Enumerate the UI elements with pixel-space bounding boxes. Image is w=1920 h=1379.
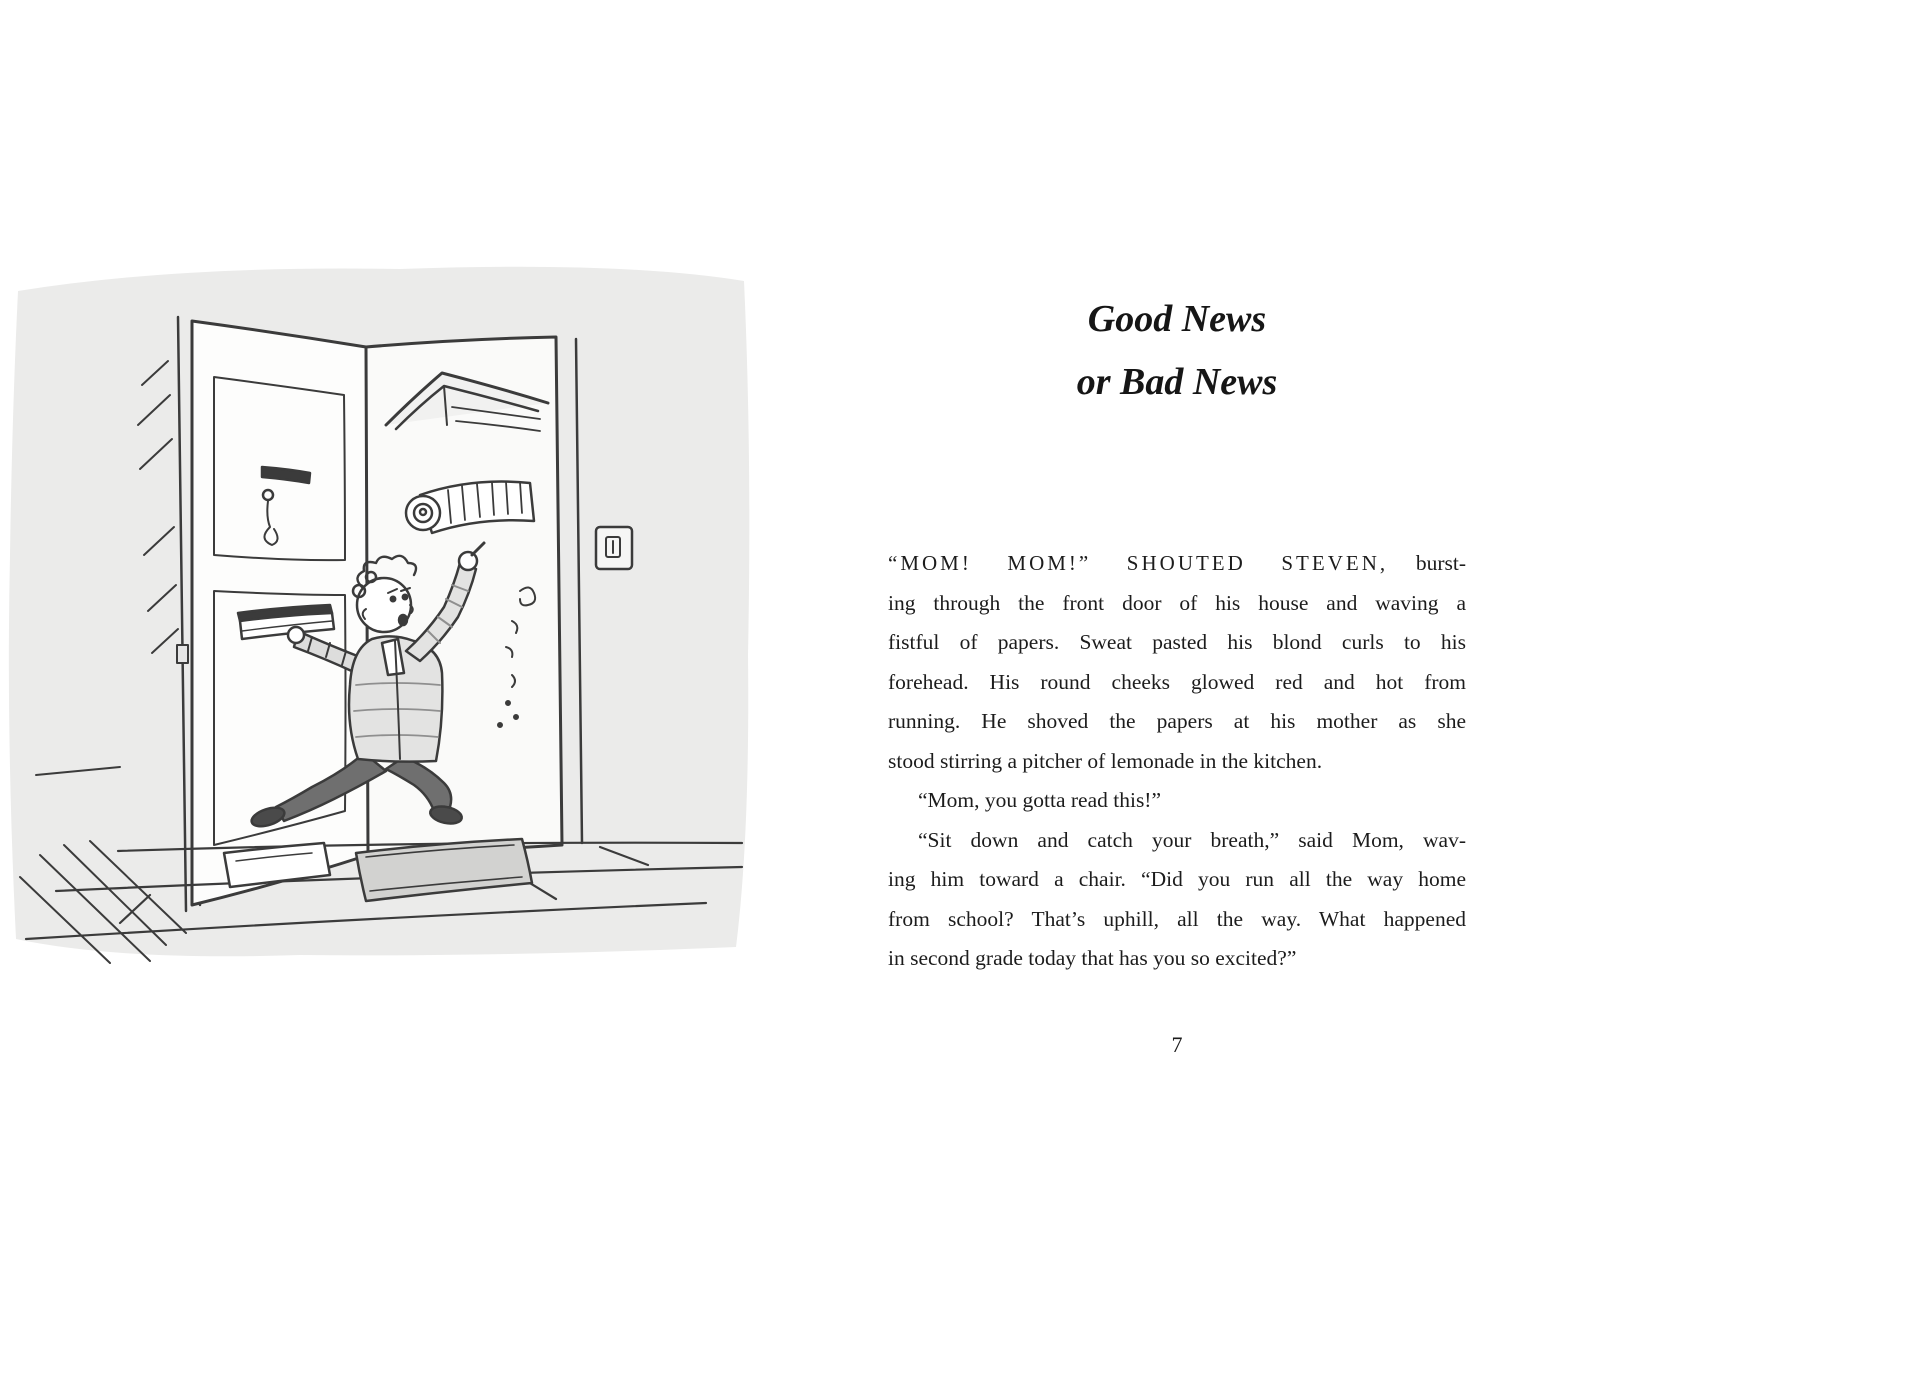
body-text: [888, 544, 1466, 979]
door-latch: [177, 645, 188, 663]
body-text-line: ing him toward a chair. “Did you run all the way home: [888, 867, 1466, 891]
body-text-line: “Mom, you gotta read this!”: [918, 788, 1162, 812]
light-switch: [596, 527, 632, 569]
opening-small-caps: “MOM! MOM!” SHOUTED STEVEN,: [888, 551, 1389, 575]
body-text-line: stood stirring a pitcher of lemonade in the kitchen.: [888, 748, 1323, 773]
body-text-line: [888, 544, 1466, 584]
body-text-line: from school? That’s uphill, all the way. What happened: [888, 906, 1466, 931]
page-number: 7: [1171, 1032, 1183, 1057]
illustration-drawing: [0, 255, 760, 965]
chapter-title-line2: or Bad News: [1076, 361, 1278, 403]
body-text-line: forehead. His round cheeks glowed red and hot from: [888, 669, 1466, 694]
jacket: [349, 636, 442, 761]
body-text-line: in second grade today that has you so excited?”: [888, 946, 1297, 970]
body-text-line: “Sit down and catch your breath,” said Mom, wav-: [918, 827, 1466, 852]
body-text-line: ing through the front door of his house and waving a: [888, 590, 1466, 615]
chapter-title: [888, 288, 1466, 414]
chapter-illustration: [0, 255, 760, 965]
chapter-title-line1: Good News: [1087, 298, 1267, 340]
opening-rest: burst-: [1415, 551, 1466, 575]
body-text-line: running. He shoved the papers at his mother as she: [888, 709, 1466, 733]
body-text-line: fistful of papers. Sweat pasted his blond curls to his: [888, 630, 1466, 654]
